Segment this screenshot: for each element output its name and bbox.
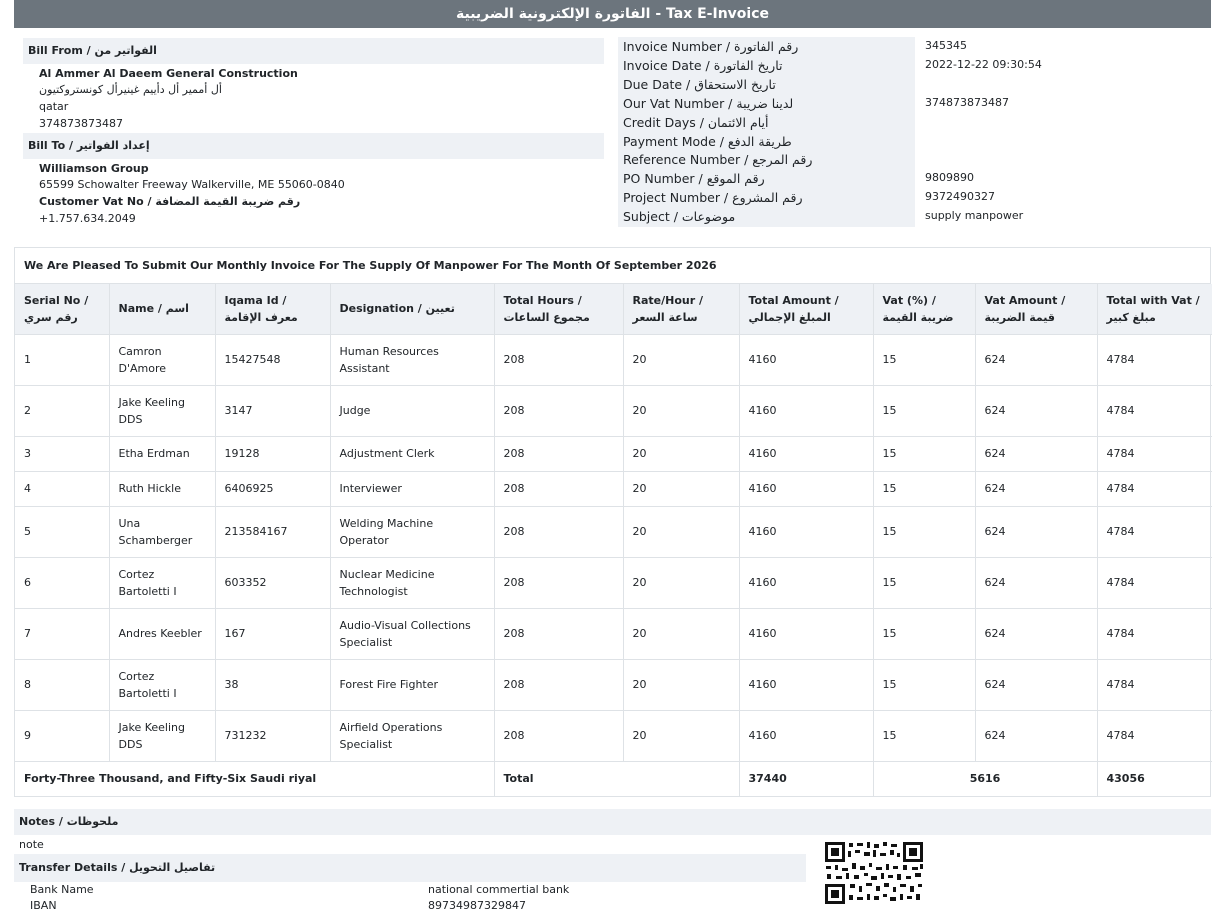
cell-iqama: 167 [215, 608, 330, 659]
cell-vat-percent: 15 [873, 557, 975, 608]
table-caption: We Are Pleased To Submit Our Monthly Invoice For The Supply Of Manpower For The Month Of September 2026 [15, 248, 1210, 284]
meta-value-invoice-date: 2022-12-22 09:30:54 [925, 58, 1042, 71]
bill-to-company: Williamson Group [39, 162, 149, 175]
meta-value-subject: supply manpower [925, 209, 1024, 222]
cell-rate: 20 [623, 385, 739, 436]
table-header-row [15, 284, 1212, 334]
cell-designation: Human Resources Assistant [330, 334, 494, 385]
header-total-hours: Total Hours / مجموع الساعات [494, 284, 623, 334]
meta-label-invoice-number: Invoice Number / رقم الفاتورة [623, 39, 799, 54]
cell-vat-percent: 15 [873, 334, 975, 385]
cell-rate: 20 [623, 557, 739, 608]
meta-label-project-number: Project Number / رقم المشروع [623, 190, 803, 205]
cell-hours: 208 [494, 557, 623, 608]
cell-name: Jake Keeling DDS [109, 710, 215, 761]
customer-vat-label: Customer Vat No / رقم ضريبة القيمة المضافة [39, 195, 301, 208]
cell-serial: 2 [15, 385, 109, 436]
header-serial-no: Serial No / رقم سري [15, 284, 109, 334]
cell-amount: 4160 [739, 659, 873, 710]
meta-label-payment-mode: Payment Mode / طريقة الدفع [623, 134, 792, 149]
cell-rate: 20 [623, 608, 739, 659]
total-with-vat: 43056 [1106, 772, 1145, 786]
invoice-title: الفاتورة الإلكترونية الضريبية - Tax E-Invoice [14, 0, 1211, 28]
cell-vat-percent: 15 [873, 608, 975, 659]
table-row [15, 557, 1212, 608]
cell-vat-amount: 624 [975, 334, 1097, 385]
cell-designation: Forest Fire Fighter [330, 659, 494, 710]
header-iqama-id: Iqama Id / معرف الإقامة [215, 284, 330, 334]
cell-serial: 4 [15, 471, 109, 506]
cell-serial: 1 [15, 334, 109, 385]
cell-serial: 5 [15, 506, 109, 557]
cell-total-with-vat: 4784 [1097, 334, 1212, 385]
table-row [15, 710, 1212, 761]
cell-vat-amount: 624 [975, 608, 1097, 659]
table-row [15, 608, 1212, 659]
cell-iqama: 19128 [215, 436, 330, 471]
bill-to-heading: Bill To / إعداد الفواتير [23, 133, 604, 159]
table-row [15, 334, 1212, 385]
cell-amount: 4160 [739, 436, 873, 471]
cell-total-with-vat: 4784 [1097, 557, 1212, 608]
total-vat-amount: 5616 [873, 761, 1097, 796]
total-label: Total [494, 761, 739, 796]
cell-designation: Adjustment Clerk [330, 436, 494, 471]
meta-value-vat-number: 374873873487 [925, 96, 1009, 109]
invoice-table [14, 247, 1211, 797]
bill-from-company: Al Ammer Al Daeem General Construction [39, 67, 298, 80]
cell-total-with-vat: 4784 [1097, 506, 1212, 557]
cell-total-with-vat: 4784 [1097, 385, 1212, 436]
cell-amount: 4160 [739, 608, 873, 659]
transfer-heading: Transfer Details / تفاصيل التحويل [14, 854, 806, 882]
cell-hours: 208 [494, 659, 623, 710]
cell-hours: 208 [494, 506, 623, 557]
cell-serial: 6 [15, 557, 109, 608]
cell-rate: 20 [623, 436, 739, 471]
bill-from-country: qatar [39, 100, 69, 113]
cell-name: Cortez Bartoletti I [109, 659, 215, 710]
cell-vat-percent: 15 [873, 436, 975, 471]
cell-serial: 8 [15, 659, 109, 710]
cell-serial: 3 [15, 436, 109, 471]
cell-total-with-vat: 4784 [1097, 710, 1212, 761]
notes-body: note [19, 838, 44, 851]
cell-vat-percent: 15 [873, 710, 975, 761]
meta-value-po-number: 9809890 [925, 171, 974, 184]
cell-designation: Airfield Operations Specialist [330, 710, 494, 761]
cell-vat-amount: 624 [975, 506, 1097, 557]
cell-iqama: 731232 [215, 710, 330, 761]
cell-vat-amount: 624 [975, 436, 1097, 471]
cell-vat-amount: 624 [975, 471, 1097, 506]
table-row [15, 385, 1212, 436]
cell-hours: 208 [494, 710, 623, 761]
cell-amount: 4160 [739, 710, 873, 761]
qr-code-icon [824, 841, 924, 905]
cell-designation: Judge [330, 385, 494, 436]
cell-iqama: 3147 [215, 385, 330, 436]
meta-label-po-number: PO Number / رقم الموقع [623, 171, 765, 186]
total-in-words: Forty-Three Thousand, and Fifty-Six Saudi riyal [15, 761, 494, 796]
cell-hours: 208 [494, 436, 623, 471]
bank-name-label: Bank Name [30, 883, 94, 896]
meta-label-due-date: Due Date / تاريخ الاستحقاق [623, 77, 776, 92]
header-rate-hour: Rate/Hour / ساعة السعر [623, 284, 739, 334]
cell-amount: 4160 [739, 471, 873, 506]
iban-value: 89734987329847 [428, 899, 526, 912]
cell-amount: 4160 [739, 334, 873, 385]
cell-name: Etha Erdman [109, 436, 215, 471]
cell-designation: Audio-Visual Collections Specialist [330, 608, 494, 659]
cell-vat-percent: 15 [873, 471, 975, 506]
cell-vat-percent: 15 [873, 506, 975, 557]
table-row [15, 471, 1212, 506]
cell-designation: Interviewer [330, 471, 494, 506]
cell-name: Jake Keeling DDS [109, 385, 215, 436]
cell-designation: Nuclear Medicine Technologist [330, 557, 494, 608]
bank-name-value: national commertial bank [428, 883, 570, 896]
meta-value-invoice-number: 345345 [925, 39, 967, 52]
bill-to-phone: +1.757.634.2049 [39, 212, 136, 225]
cell-vat-amount: 624 [975, 385, 1097, 436]
cell-rate: 20 [623, 506, 739, 557]
bill-to-address: 65599 Schowalter Freeway Walkerville, ME 55060-0840 [39, 178, 345, 191]
meta-value-project-number: 9372490327 [925, 190, 995, 203]
meta-label-subject: Subject / موضوعات [623, 209, 736, 224]
cell-iqama: 6406925 [215, 471, 330, 506]
cell-hours: 208 [494, 385, 623, 436]
meta-label-credit-days: Credit Days / أيام الائتمان [623, 115, 769, 130]
cell-name: Camron D'Amore [109, 334, 215, 385]
cell-total-with-vat: 4784 [1097, 608, 1212, 659]
cell-name: Ruth Hickle [109, 471, 215, 506]
cell-hours: 208 [494, 608, 623, 659]
cell-vat-percent: 15 [873, 659, 975, 710]
header-name: Name / اسم [109, 284, 215, 334]
header-vat-percent: Vat (%) / ضريبة القيمة [873, 284, 975, 334]
table-row [15, 659, 1212, 710]
bill-from-number: 374873873487 [39, 117, 123, 130]
cell-vat-amount: 624 [975, 710, 1097, 761]
cell-name: Una Schamberger [109, 506, 215, 557]
meta-label-reference-number: Reference Number / رقم المرجع [623, 152, 813, 167]
table-row [15, 436, 1212, 471]
cell-rate: 20 [623, 710, 739, 761]
notes-heading: Notes / ملحوظات [14, 809, 1211, 835]
cell-amount: 4160 [739, 385, 873, 436]
bill-from-heading: Bill From / الفواتير من [23, 38, 604, 64]
meta-label-vat-number: Our Vat Number / لدينا ضريبة [623, 96, 794, 111]
cell-designation: Welding Machine Operator [330, 506, 494, 557]
cell-iqama: 603352 [215, 557, 330, 608]
cell-total-with-vat: 4784 [1097, 471, 1212, 506]
total-amount: 37440 [739, 761, 873, 796]
cell-amount: 4160 [739, 506, 873, 557]
cell-amount: 4160 [739, 557, 873, 608]
cell-vat-percent: 15 [873, 385, 975, 436]
cell-vat-amount: 624 [975, 659, 1097, 710]
cell-total-with-vat: 4784 [1097, 659, 1212, 710]
table-total-row [15, 761, 1212, 796]
iban-label: IBAN [30, 899, 57, 912]
cell-hours: 208 [494, 334, 623, 385]
cell-name: Cortez Bartoletti I [109, 557, 215, 608]
bill-from-company-ar: أل أممير أل دأييم غينيرأل كونستروكتيون [39, 83, 222, 96]
table-row [15, 506, 1212, 557]
meta-label-invoice-date: Invoice Date / تاريخ الفاتورة [623, 58, 783, 73]
cell-serial: 9 [15, 710, 109, 761]
cell-rate: 20 [623, 659, 739, 710]
cell-vat-amount: 624 [975, 557, 1097, 608]
cell-rate: 20 [623, 334, 739, 385]
cell-total-with-vat: 4784 [1097, 436, 1212, 471]
header-vat-amount: Vat Amount / قيمة الضريبة [975, 284, 1097, 334]
cell-name: Andres Keebler [109, 608, 215, 659]
cell-iqama: 15427548 [215, 334, 330, 385]
header-total-amount: Total Amount / المبلغ الإجمالي [739, 284, 873, 334]
header-total-with-vat: Total with Vat / مبلغ كبير [1097, 284, 1212, 334]
cell-rate: 20 [623, 471, 739, 506]
cell-iqama: 213584167 [215, 506, 330, 557]
cell-iqama: 38 [215, 659, 330, 710]
cell-hours: 208 [494, 471, 623, 506]
cell-serial: 7 [15, 608, 109, 659]
header-designation: Designation / تعيين [330, 284, 494, 334]
